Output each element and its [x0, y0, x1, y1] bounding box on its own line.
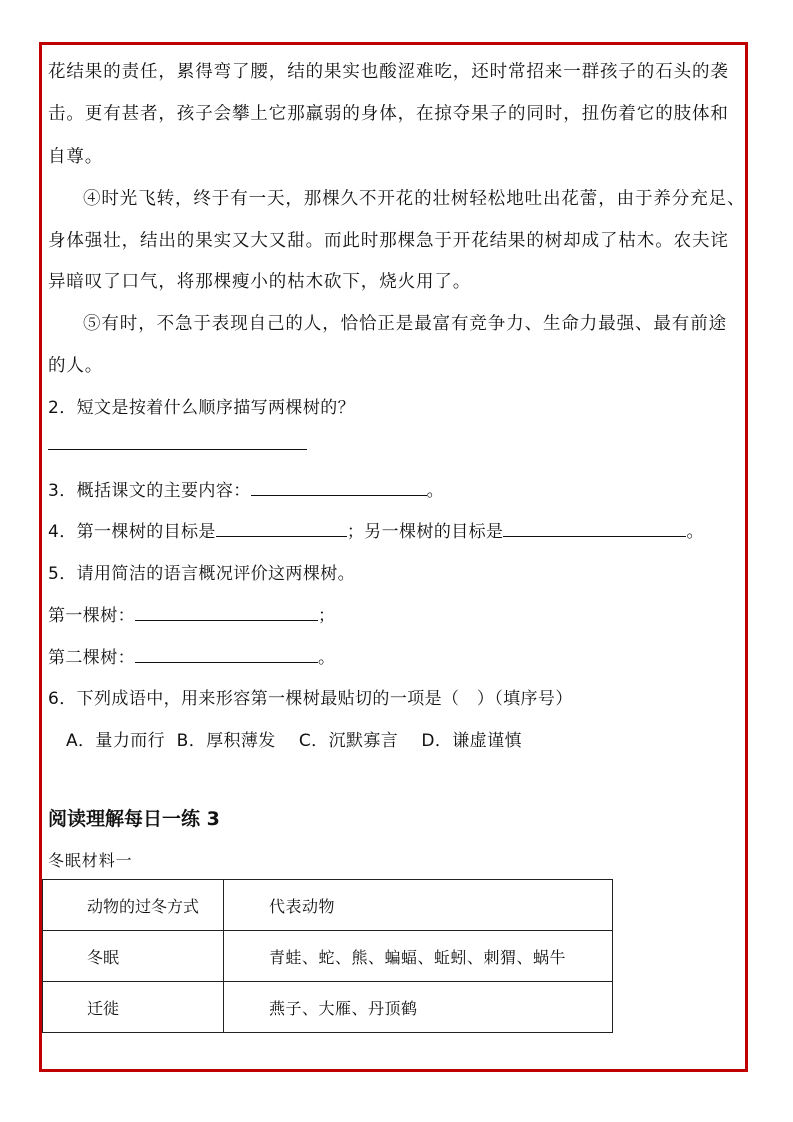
tree2-end: 。 [318, 648, 336, 668]
passage-line: 自尊。 [48, 147, 104, 167]
answer-blank-q4-first[interactable] [216, 522, 347, 537]
question-3 [48, 476, 444, 501]
passage-line: 的人。 [48, 356, 104, 376]
question-2: 2．短文是按着什么顺序描写两棵树的？ [48, 398, 356, 418]
question-4-end: 。 [686, 522, 704, 542]
question-6-options: A．量力而行 B．厚积薄发 C．沉默寡言 D．谦虚谨慎 [66, 731, 522, 751]
tree2-label: 第二棵树： [48, 648, 135, 668]
table-cell: 迁徙 [43, 982, 224, 1033]
answer-blank-tree1[interactable] [135, 606, 318, 621]
passage-line: 异暗叹了口气，将那棵瘦小的枯木砍下，烧火用了。 [48, 272, 472, 292]
table-header-cell: 动物的过冬方式 [43, 880, 224, 931]
table-cell: 青蛙、蛇、熊、蝙蝠、蚯蚓、刺猬、蜗牛 [224, 931, 613, 982]
question-5-tree2 [48, 643, 335, 668]
question-6: 6．下列成语中，用来形容第一棵树最贴切的一项是（ ）（填序号） [48, 689, 573, 709]
table-row [43, 931, 613, 982]
answer-blank-q2[interactable] [48, 449, 307, 450]
tree1-label: 第一棵树： [48, 606, 135, 626]
question-4-label: 4．第一棵树的目标是 [48, 522, 216, 542]
passage-line: 击。更有甚者，孩子会攀上它那羸弱的身体，在掠夺果子的同时，扭伤着它的肢体和 [48, 104, 729, 124]
passage-paragraph-4: ④时光飞转，终于有一天，那棵久不开花的壮树轻松地吐出花蕾，由于养分充足、 [83, 189, 746, 209]
answer-blank-tree2[interactable] [135, 648, 318, 663]
material-label: 冬眠材料一 [48, 851, 133, 870]
tree1-end: ； [318, 606, 336, 626]
table-header-cell: 代表动物 [224, 880, 613, 931]
passage-line: 花结果的责任，累得弯了腰，结的果实也酸涩难吃，还时常招来一群孩子的石头的袭 [48, 62, 729, 82]
question-4 [48, 517, 704, 542]
table-cell: 燕子、大雁、丹顶鹤 [224, 982, 613, 1033]
question-4-mid: ；另一棵树的目标是 [346, 522, 504, 542]
answer-blank-q4-second[interactable] [503, 522, 686, 537]
question-3-end: 。 [426, 481, 445, 501]
question-5: 5．请用简洁的语言概况评价这两棵树。 [48, 564, 356, 584]
overwinter-table [42, 879, 613, 1033]
table-header-row [43, 880, 613, 931]
question-5-tree1 [48, 601, 335, 626]
passage-paragraph-5: ⑤有时，不急于表现自己的人，恰恰正是最富有竞争力、生命力最强、最有前途 [83, 314, 727, 334]
section-heading: 阅读理解每日一练 3 [48, 808, 220, 830]
question-3-label: 3．概括课文的主要内容： [48, 481, 251, 501]
table-cell: 冬眠 [43, 931, 224, 982]
table-row [43, 982, 613, 1033]
answer-blank-q3[interactable] [251, 481, 427, 496]
passage-line: 身体强壮，结出的果实又大又甜。而此时那棵急于开花结果的树却成了枯木。农夫诧 [48, 231, 729, 251]
